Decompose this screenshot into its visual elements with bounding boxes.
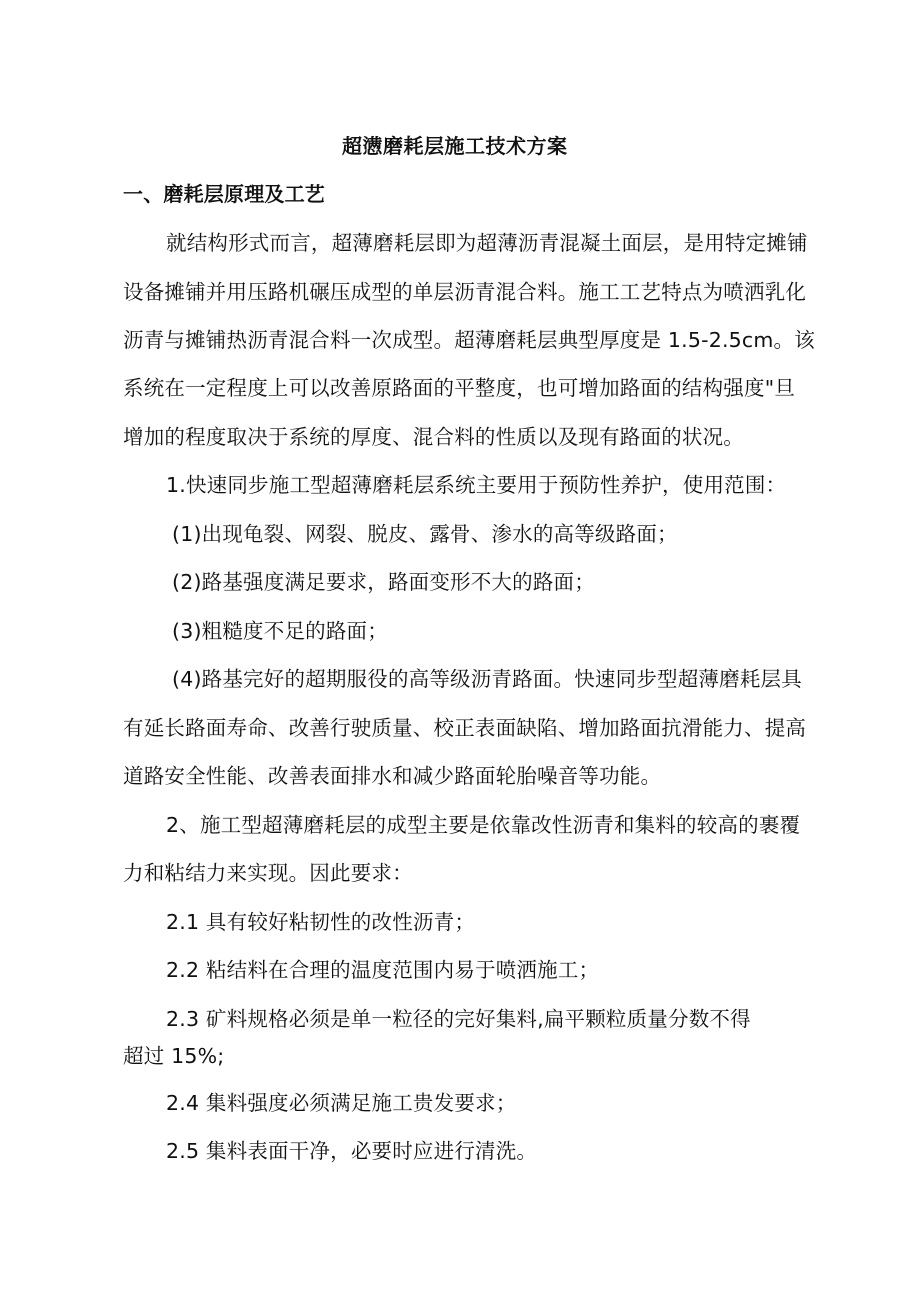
list-item: (4)路基完好的超期服役的高等级沥青路面。快速同步型超薄磨耗层具 — [172, 667, 802, 691]
list-item: (2)路基强度满足要求，路面变形不大的路面； — [172, 570, 595, 594]
section-heading: 一、磨耗层原理及工艺 — [123, 182, 325, 206]
paragraph-line: 沥青与摊铺热沥青混合料一次成型。超薄磨耗层典型厚度是 1.5-2.5cm。该 — [123, 328, 815, 352]
list-item: (1)出现龟裂、网裂、脱皮、露骨、渗水的高等级路面； — [172, 522, 678, 546]
list-intro-continued: 力和粘结力来实现。因此要求： — [123, 861, 413, 885]
requirement-item: 2.5 集料表面干净，必要时应进行清洗。 — [166, 1139, 538, 1163]
list-item: (3)粗糙度不足的路面； — [172, 619, 388, 643]
paragraph-line: 系统在一定程度上可以改善原路面的平整度，也可增加路面的结构强度"旦 — [123, 376, 796, 400]
requirement-item: 2.1 具有较好粘韧性的改性沥青； — [166, 910, 476, 934]
list-intro: 2、施工型超薄磨耗层的成型主要是依靠改性沥青和集料的较高的裹覆 — [166, 813, 801, 837]
requirement-item: 2.2 粘结料在合理的温度范围内易于喷洒施工； — [166, 958, 600, 982]
paragraph-line: 增加的程度取决于系统的厚度、混合料的性质以及现有路面的状况。 — [123, 425, 744, 449]
paragraph-line: 设备摊铺并用压路机碾压成型的单层沥青混合料。施工工艺特点为喷洒乳化 — [123, 280, 807, 304]
requirement-item-continued: 超过 15%; — [123, 1044, 225, 1068]
list-item-continued: 道路安全性能、改善表面排水和减少路面轮胎噪音等功能。 — [123, 764, 662, 788]
list-item-continued: 有延长路面寿命、改善行驶质量、校正表面缺陷、增加路面抗滑能力、提高 — [123, 716, 807, 740]
requirement-item: 2.4 集料强度必须满足施工贵发要求； — [166, 1091, 517, 1115]
paragraph-line: 就结构形式而言，超薄磨耗层即为超薄沥青混凝土面层，是用特定摊铺 — [166, 231, 808, 255]
document-title: 超懑磨耗层施工技术方案 — [342, 134, 568, 158]
requirement-item: 2.3 矿料规格必须是单一粒径的完好集料,扁平颗粒质量分数不得 — [166, 1007, 751, 1031]
list-intro: 1.快速同步施工型超薄磨耗层系统主要用于预防性养护，使用范围： — [166, 473, 787, 497]
